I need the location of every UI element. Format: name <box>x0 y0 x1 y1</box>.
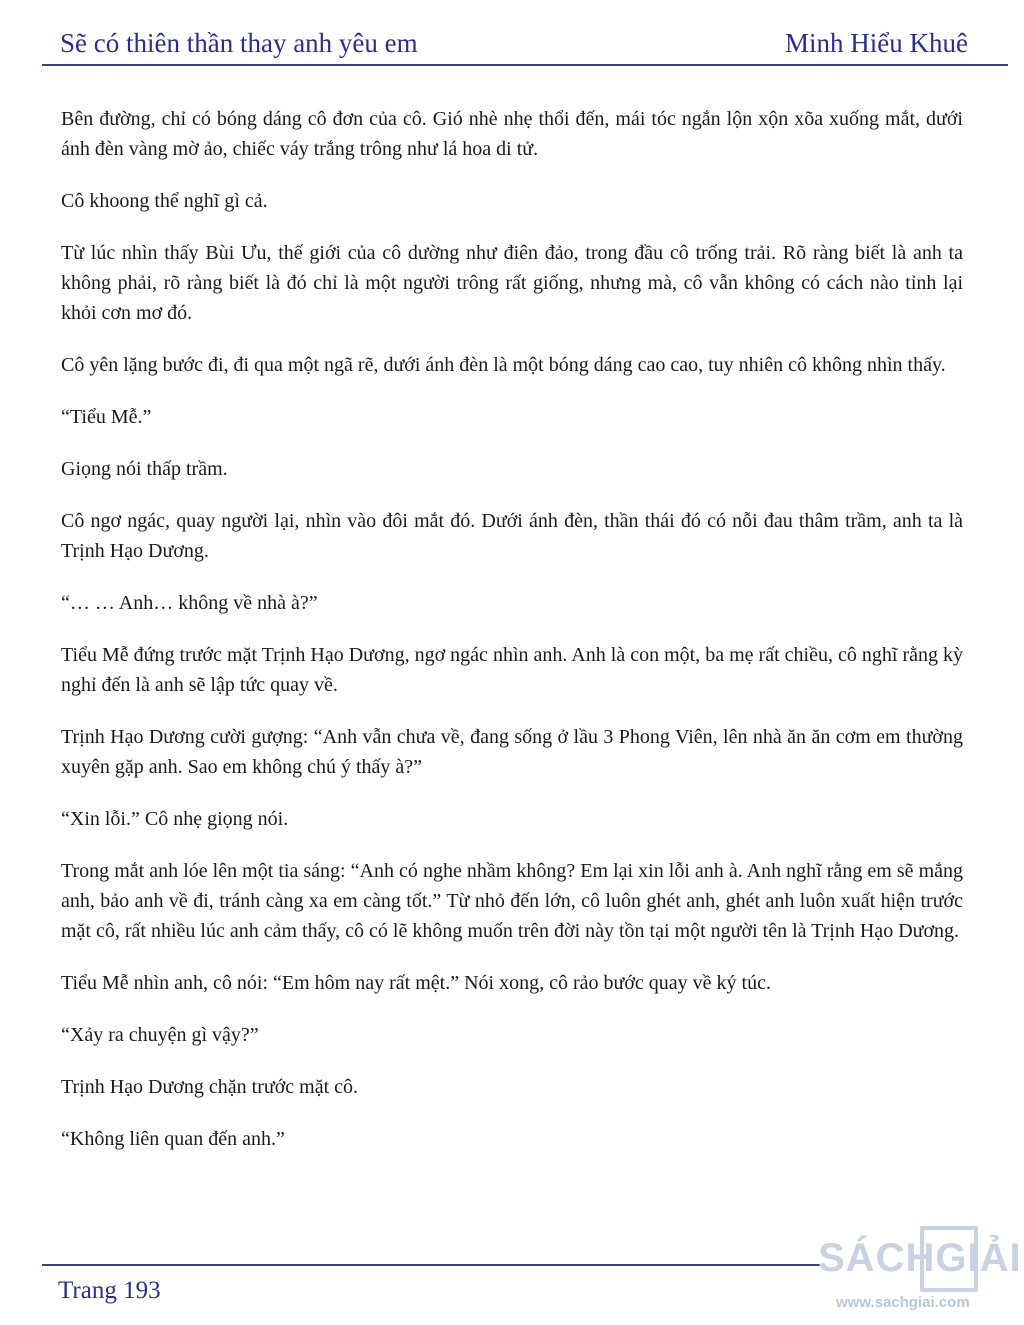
paragraph: Giọng nói thấp trầm. <box>61 458 228 480</box>
paragraph: “… … Anh… không về nhà à?” <box>61 592 318 614</box>
paragraph: Bên đường, chỉ có bóng dáng cô đơn của cô. Gió nhè nhẹ thổi đến, mái tóc ngắn lộn xộn xõa xuống mắt, dưới ánh đèn vàng mờ ảo, chiếc váy trắng trông như lá hoa di tử. <box>61 108 963 160</box>
paragraph: Tiểu Mễ nhìn anh, cô nói: “Em hôm nay rất mệt.” Nói xong, cô rảo bước quay về ký túc. <box>61 972 771 994</box>
page-header <box>60 22 968 64</box>
footer-divider <box>42 1264 824 1266</box>
paragraph: Tiểu Mễ đứng trước mặt Trịnh Hạo Dương, ngơ ngác nhìn anh. Anh là con một, ba mẹ rất chiều, cô nghĩ rằng kỳ nghỉ đến là anh sẽ lập tức quay về. <box>61 644 963 696</box>
paragraph: Trịnh Hạo Dương cười gượng: “Anh vẫn chưa về, đang sống ở lầu 3 Phong Viên, lên nhà ăn ăn cơm em thường xuyên gặp anh. Sao em không chú ý thấy à?” <box>61 726 963 778</box>
page-body <box>61 104 963 1176</box>
paragraph: Cô khoong thể nghĩ gì cả. <box>61 190 268 212</box>
book-title: Sẽ có thiên thần thay anh yêu em <box>60 28 418 58</box>
paragraph: Trịnh Hạo Dương chặn trước mặt cô. <box>61 1076 359 1098</box>
paragraph: “Tiểu Mễ.” <box>61 406 152 428</box>
paragraph: “Xin lỗi.” Cô nhẹ giọng nói. <box>61 808 289 830</box>
watermark-logo: SÁCHGIẢI <box>818 1236 1022 1280</box>
header-divider <box>42 64 1008 66</box>
paragraph: Cô ngơ ngác, quay người lại, nhìn vào đôi mắt đó. Dưới ánh đèn, thần thái đó có nỗi đau thâm trầm, anh ta là Trịnh Hạo Dương. <box>61 510 963 562</box>
author-name: Minh Hiểu Khuê <box>785 28 968 58</box>
paragraph: “Không liên quan đến anh.” <box>61 1128 285 1150</box>
sachgiai-watermark <box>818 1222 1022 1318</box>
watermark-url: www.sachgiai.com <box>836 1294 970 1311</box>
paragraph: Cô yên lặng bước đi, đi qua một ngã rẽ, dưới ánh đèn là một bóng dáng cao cao, tuy nhiên cô không nhìn thấy. <box>61 354 946 376</box>
paragraph: “Xảy ra chuyện gì vậy?” <box>61 1024 259 1046</box>
paragraph: Từ lúc nhìn thấy Bùi Ưu, thế giới của cô dường như điên đảo, trong đầu cô trống trải. Rõ ràng biết là anh ta không phải, rõ ràng biết là đó chỉ là một người trông rất giống, nhưng mà, cô vẫn không có cách nào tỉnh lại khỏi cơn mơ đó. <box>61 242 963 324</box>
page-number: Trang 193 <box>58 1277 161 1304</box>
paragraph: Trong mắt anh lóe lên một tia sáng: “Anh có nghe nhầm không? Em lại xin lỗi anh à. Anh nghĩ rằng em sẽ mắng anh, bảo anh về đi, tránh càng xa em càng tốt.” Từ nhỏ đến lớn, cô luôn ghét anh, ghét anh luôn xuất hiện trước mặt cô, rất nhiều lúc anh cảm thấy, cô có lẽ không muốn trên đời này tồn tại một người tên là Trịnh Hạo Dương. <box>61 860 963 942</box>
